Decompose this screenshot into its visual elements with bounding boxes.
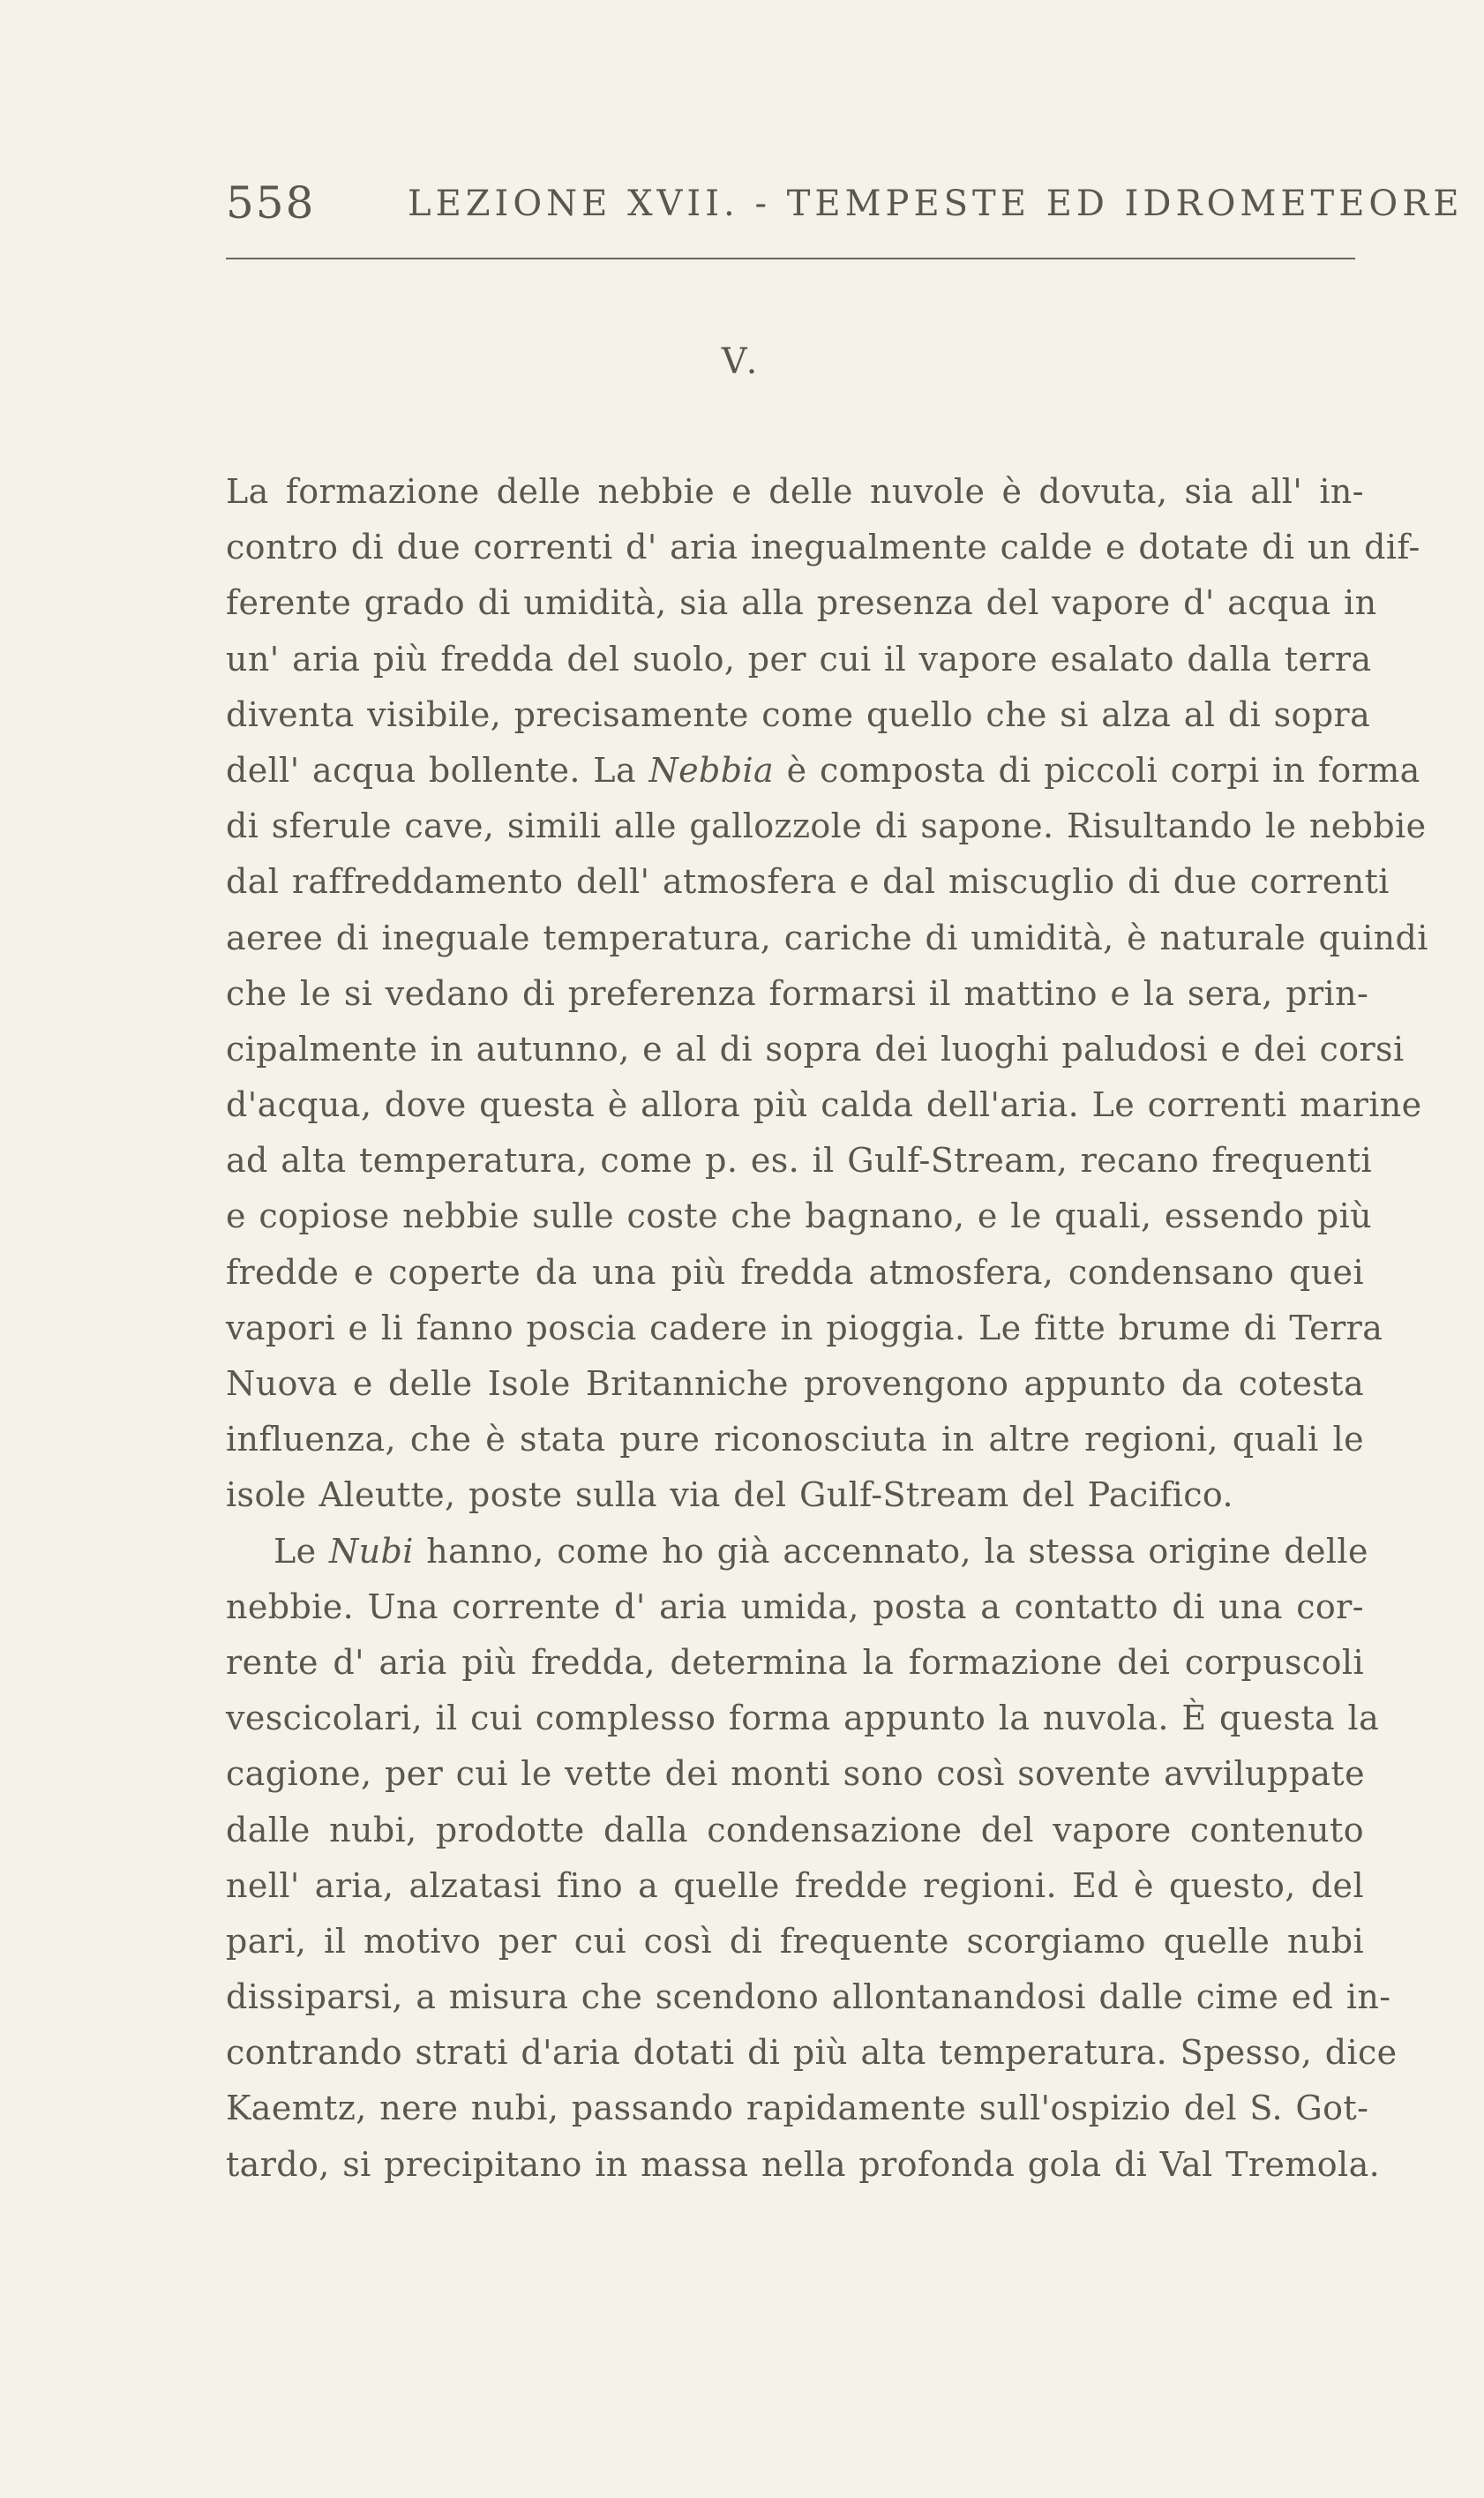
text-line: nell' aria, alzatasi fino a quelle fredde regioni. Ed è questo, del [226,1865,1364,1905]
text-line: fredde e coperte da una più fredda atmosfera, condensano quei [226,1252,1364,1292]
header-rule [226,258,1355,259]
text-line: isole Aleutte, poste sulla via del Gulf-Stream del Pacifico. [226,1475,1233,1515]
text-segment: è composta di piccoli corpi in forma [774,750,1420,790]
paragraph [226,1524,1398,2193]
text-line: e copiose nebbie sulle coste che bagnano, e le quali, essendo più [226,1196,1372,1236]
text-line: cagione, per cui le vette dei monti sono così sovente avviluppate [226,1754,1365,1794]
text-line: dalle nubi, prodotte dalla condensazione del vapore contenuto [226,1810,1364,1849]
text-line: dissiparsi, a misura che scendono allontanandosi dalle cime ed in- [226,1977,1391,2017]
text-line: d'acqua, dove questa è allora più calda dell'aria. Le correnti marine [226,1085,1422,1125]
text-line: un' aria più fredda del suolo, per cui il vapore esalato dalla terra [226,639,1372,679]
text-segment: hanno, come ho già accennato, la stessa origine delle [413,1531,1368,1571]
text-line: contrando strati d'aria dotati di più alta temperatura. Spesso, dice [226,2033,1398,2073]
text-segment: dell' acqua bollente. La [226,750,649,790]
text-line: ferente grado di umidità, sia alla presenza del vapore d' acqua in [226,583,1377,623]
body-text [226,464,1428,2193]
text-line: contro di due correnti d' aria inegualmente calde e dotate di un dif- [226,528,1420,567]
text-segment: Le [274,1531,330,1571]
page-number: 558 [226,177,316,229]
text-line [226,743,1420,799]
text-line: Kaemtz, nere nubi, passando rapidamente sull'ospizio del S. Got- [226,2089,1369,2128]
text-line: aeree di ineguale temperatura, cariche di umidità, è naturale quindi [226,918,1428,957]
text-line: La formazione delle nebbie e delle nuvole è dovuta, sia all' in- [226,472,1364,511]
text-line: Nuova e delle Isole Britanniche provengono appunto da cotesta [226,1364,1364,1403]
paragraph [226,464,1428,1524]
italic-term: Nubi [329,1531,414,1571]
text-line: cipalmente in autunno, e al di sopra dei luoghi paludosi e dei corsi [226,1029,1405,1069]
text-line: ad alta temperatura, come p. es. il Gulf-Stream, recano frequenti [226,1141,1373,1181]
running-header [226,176,1464,229]
text-line: nebbie. Una corrente d' aria umida, posta a contatto di una cor- [226,1587,1364,1626]
running-title: LEZIONE XVII. - TEMPESTE ED IDROMETEORE [408,184,1464,224]
text-line: vapori e li fanno poscia cadere in pioggia. Le fitte brume di Terra [226,1308,1383,1347]
italic-term: Nebbia [648,750,775,790]
text-line: pari, il motivo per cui così di frequente scorgiamo quelle nubi [226,1921,1364,1961]
text-line: influenza, che è stata pure riconosciuta in altre regioni, quali le [226,1420,1364,1459]
text-line: di sferule cave, simili alle gallozzole di sapone. Risultando le nebbie [226,806,1427,846]
text-line: diventa visibile, precisamente come quello che si alza al di sopra [226,694,1371,734]
text-line [226,1524,1368,1579]
text-line: rente d' aria più fredda, determina la formazione dei corpuscoli [226,1642,1364,1682]
section-number: V. [721,341,763,382]
text-line: che le si vedano di preferenza formarsi il mattino e la sera, prin- [226,973,1369,1013]
text-line: tardo, si precipitano in massa nella profonda gola di Val Tremola. [226,2144,1381,2184]
text-line: dal raffreddamento dell' atmosfera e dal miscuglio di due correnti [226,862,1390,902]
text-line: vescicolari, il cui complesso forma appunto la nuvola. È questa la [226,1699,1380,1738]
